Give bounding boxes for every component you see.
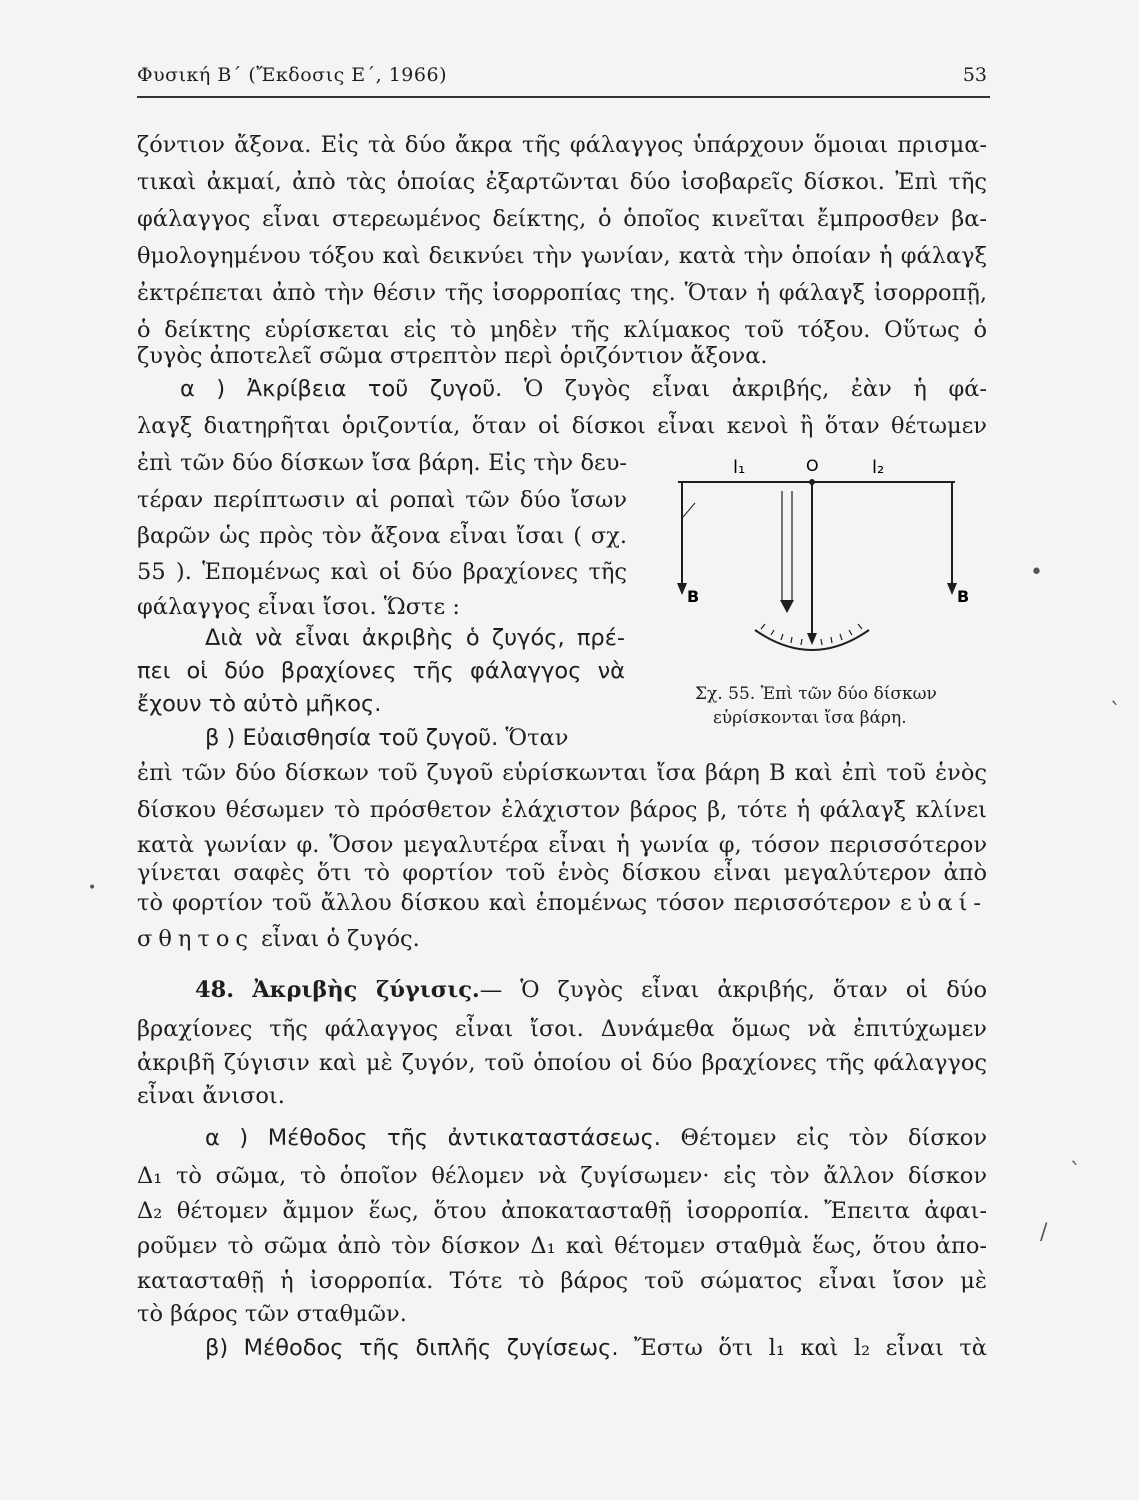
body-line-3: φάλαγγος εἶναι στερεωμένος δείκτης, ὁ ὁποῖος κινεῖται ἔμπροσθεν βα- (137, 206, 987, 232)
caption-line-2: εὑρίσκονται ἴσα βάρη. (713, 708, 907, 728)
label-b-left: B (687, 587, 700, 606)
body-line-1: ζόντιον ἄξονα. Εἰς τὰ δύο ἄκρα τῆς φάλαγγος ὑπάρχουν ὅμοιαι πρισμα- (137, 132, 987, 158)
sensitivity-line-4 (137, 858, 987, 888)
substitution-line-5: κατασταθῇ ἡ ἰσορροπία. Τότε τὸ βάρος τοῦ σώματος εἶναι ἴσον μὲ (137, 1268, 987, 1294)
scale-tick (831, 637, 832, 643)
margin-mark-left-1: • (88, 880, 97, 896)
scale-tick (821, 639, 822, 645)
section48-line-2: βραχίονες τῆς φάλαγγος εἶναι ἴσοι. Δυνάμεθα ὅμως νὰ ἐπιτύχωμεν (137, 1016, 987, 1042)
substitution-line-3: Δ₂ θέτομεν ἄμμον ἕως, ὅτου ἀποκατασταθῇ ἰσορροπία. Ἔπειτα ἀφαι- (137, 1198, 987, 1224)
accuracy-narrow-2: τέραν περίπτωσιν αἱ ροπαὶ τῶν δύο ἴσων (137, 487, 627, 513)
sensitivity-line-5-text: τὸ φορτίον τοῦ ἄλλου δίσκου καὶ ἑπομένως τόσον περισσότερον (137, 890, 892, 916)
double-line-rest: Ἔστω ὅτι l₁ καὶ l₂ εἶναι τὰ (634, 1335, 987, 1361)
sensitivity-line-4-text: γίνεται σαφὲς ὅτι τὸ φορτίον τοῦ ἑνὸς δίσκου εἶναι μεγαλύτερον ἀπὸ (137, 860, 987, 886)
double-line-1 (205, 1333, 987, 1363)
substitution-line-1 (205, 1123, 987, 1153)
spaced-word-part1: εὐαί- (900, 890, 987, 916)
right-arrowhead (947, 583, 957, 595)
sensitivity-line-3: κατὰ γωνίαν φ. Ὅσον μεγαλυτέρα εἶναι ἡ γωνία φ, τόσον περισσότερον (137, 832, 987, 858)
label-l2: l₂ (872, 457, 885, 478)
section-number: 48. (195, 977, 235, 1003)
fulcrum-point (809, 479, 815, 485)
section-title: Ἀκριβὴς ζύγισις. (252, 977, 480, 1003)
body-line-4: θμολογημένου τόξου καὶ δεικνύει τὴν γωνίαν, κατὰ τὴν ὁποίαν ἡ φάλαγξ (137, 243, 987, 269)
accuracy-line1-rest: Ὁ ζυγὸς εἶναι ἀκριβής, ἐὰν ἡ φά- (523, 376, 987, 402)
scale-tick (849, 630, 852, 635)
section-dash: — (479, 977, 503, 1003)
substitution-heading: α ) Μέθοδος τῆς ἀντικαταστάσεως. (205, 1125, 661, 1151)
header-title: Φυσική Β΄ (Ἔκδοσις Ε΄, 1966) (137, 64, 447, 86)
sensitivity-heading: β ) Εὐαισθησία τοῦ ζυγοῦ. (205, 725, 499, 751)
margin-mark-right-3: ˋ (1070, 1160, 1081, 1185)
section48-line-4: εἶναι ἄνισοι. (137, 1083, 285, 1109)
accuracy-rule-2: πει οἱ δύο βραχίονες τῆς φάλαγγος νὰ (137, 658, 625, 684)
scale-tick (761, 624, 765, 629)
balance-diagram (655, 445, 985, 675)
figure-caption (695, 682, 937, 730)
body-line-2: τικαὶ ἀκμαί, ἀπὸ τὰς ὁποίας ἐξαρτῶνται δύο ἰσοβαρεῖς δίσκοι. Ἐπὶ τῆς (137, 169, 987, 195)
substitution-line1-rest: Θέτομεν εἰς τὸν δίσκον (680, 1125, 988, 1151)
left-arrowhead (677, 583, 687, 595)
sensitivity-line-2: δίσκου θέσωμεν τὸ πρόσθετον ἐλάχιστον βάρος β, τότε ἡ φάλαγξ κλίνει (137, 797, 987, 823)
body-line-6: ὁ δείκτης εὑρίσκεται εἰς τὸ μηδὲν τῆς κλίμακος τοῦ τόξου. Οὕτως ὁ (137, 317, 987, 343)
header-rule (137, 96, 990, 98)
tick-mark (683, 503, 695, 517)
section48-line-3: ἀκριβῆ ζύγισιν καὶ μὲ ζυγόν, τοῦ ὁποίου οἱ δύο βραχίονες τῆς φάλαγγος (137, 1050, 987, 1076)
scale-tick (840, 634, 842, 640)
section48-line1-rest: Ὁ ζυγὸς εἶναι ἀκριβής, ὅταν οἱ δύο (520, 977, 987, 1003)
load-arrowhead (780, 600, 794, 613)
scale-tick (781, 634, 783, 640)
spaced-word-part2: σθητος (137, 926, 254, 952)
accuracy-heading: α ) Ἀκρίβεια τοῦ ζυγοῦ. (180, 376, 503, 402)
sensitivity-line-6 (137, 924, 420, 954)
scale-tick (771, 630, 774, 635)
pointer-arrowhead (807, 633, 817, 645)
scale-tick (858, 624, 862, 629)
accuracy-rule-3: ἔχουν τὸ αὐτὸ μῆκος. (137, 691, 382, 717)
accuracy-line-2: λαγξ διατηρῆται ὁριζοντία, ὅταν οἱ δίσκοι εἶναι κενοὶ ἢ ὅταν θέτωμεν (137, 413, 987, 439)
accuracy-line-1 (180, 374, 987, 404)
accuracy-narrow-3: βαρῶν ὡς πρὸς τὸν ἄξονα εἶναι ἴσαι ( σχ. (137, 523, 627, 549)
double-heading: β) Μέθοδος τῆς διπλῆς ζυγίσεως. (205, 1335, 619, 1361)
accuracy-narrow-5: φάλαγγος εἶναι ἴσοι. Ὥστε : (137, 594, 460, 620)
body-line-5: ἐκτρέπεται ἀπὸ τὴν θέσιν τῆς ἰσορροπίας της. Ὅταν ἡ φάλαγξ ἰσορροπῇ, (137, 280, 987, 306)
sensitivity-heading-line (205, 723, 568, 753)
sensitivity-heading-rest: Ὅταν (505, 725, 569, 751)
margin-mark-right-2: ` (1110, 700, 1121, 725)
substitution-line-4: ροῦμεν τὸ σῶμα ἀπὸ τὸν δίσκον Δ₁ καὶ θέτομεν σταθμὰ ἕως, ὅτου ἀπο- (137, 1233, 987, 1259)
label-l1: l₁ (733, 457, 746, 478)
page-header (137, 64, 987, 96)
label-o: O (806, 456, 819, 475)
substitution-line-2: Δ₁ τὸ σῶμα, τὸ ὁποῖον θέλομεν νὰ ζυγίσωμεν· εἰς τὸν ἄλλον δίσκον (137, 1163, 987, 1189)
margin-mark-right-1: • (1030, 560, 1043, 585)
body-line-7: ζυγὸς ἀποτελεῖ σῶμα στρεπτὸν περὶ ὁριζόντιον ἄξονα. (137, 343, 768, 369)
figure-55 (655, 445, 985, 675)
sensitivity-line-5 (137, 888, 987, 918)
section48-line-1 (195, 975, 987, 1005)
accuracy-narrow-4: 55 ). Ἑπομένως καὶ οἱ δύο βραχίονες τῆς (137, 559, 627, 585)
caption-line-1: Σχ. 55. Ἐπὶ τῶν δύο δίσκων (695, 684, 937, 704)
substitution-line-6: τὸ βάρος τῶν σταθμῶν. (137, 1301, 407, 1327)
sensitivity-line-1: ἐπὶ τῶν δύο δίσκων τοῦ ζυγοῦ εὑρίσκωνται ἴσα βάρη Β καὶ ἐπὶ τοῦ ἑνὸς (137, 760, 987, 786)
scale-tick (791, 637, 792, 643)
scale-tick (801, 639, 802, 645)
page-number: 53 (962, 64, 987, 86)
accuracy-narrow-1: ἐπὶ τῶν δύο δίσκων ἴσα βάρη. Εἰς τὴν δευ- (137, 450, 627, 476)
label-b-right: B (957, 587, 970, 606)
margin-mark-right-4: / (1040, 1220, 1048, 1245)
accuracy-rule-1: Διὰ νὰ εἶναι ἀκριβὴς ὁ ζυγός, πρέ- (205, 625, 625, 651)
sensitivity-final: εἶναι ὁ ζυγός. (261, 926, 420, 952)
